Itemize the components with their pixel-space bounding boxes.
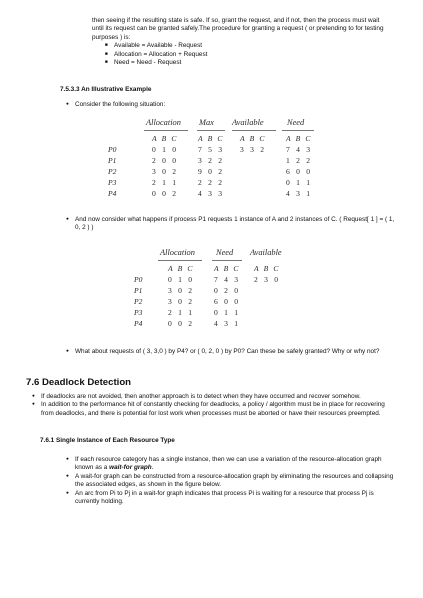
need-cell: 1 2 2 xyxy=(286,156,313,165)
list-item: ■ Allocation = Allocation + Request xyxy=(114,51,392,59)
banker-table-2 xyxy=(134,248,294,338)
header-rule xyxy=(144,130,188,131)
allocation-cell: 3 0 2 xyxy=(168,297,195,306)
bullet-list xyxy=(75,216,395,233)
allocation-cell: 3 0 2 xyxy=(152,167,179,176)
intro-paragraph xyxy=(92,17,392,67)
max-cell: 4 3 3 xyxy=(198,189,225,198)
header-rule xyxy=(197,130,225,131)
bullet-list xyxy=(75,456,395,506)
process-label: P2 xyxy=(134,297,143,306)
list-item: ● A wait-for graph can be constructed from a resource-allocation graph by eliminating the resources and collapsing the associated edges, as shown in the figure below. xyxy=(75,473,395,490)
max-cell: 2 2 2 xyxy=(198,178,225,187)
request-procedure-list xyxy=(114,42,392,67)
allocation-cell: 2 1 1 xyxy=(168,308,195,317)
list-item: ■ Need = Need - Request xyxy=(114,59,392,67)
available-cell: 2 3 0 xyxy=(254,275,281,284)
allocation-cell: 0 0 2 xyxy=(152,189,179,198)
column-subheader: A B C xyxy=(152,134,179,143)
header-rule xyxy=(212,260,242,261)
wait-for-graph-term: wait-for graph xyxy=(109,464,152,472)
need-cell: 6 0 0 xyxy=(286,167,313,176)
allocation-cell: 0 0 2 xyxy=(168,319,195,328)
column-subheader: A B C xyxy=(214,264,241,273)
table-header: Need xyxy=(216,248,234,257)
section-heading-761: 7.6.1 Single Instance of Each Resource Type xyxy=(40,437,175,444)
table-header: Need xyxy=(287,118,305,127)
banker-table-1 xyxy=(108,118,318,208)
max-cell: 3 2 2 xyxy=(198,156,225,165)
bullet-list xyxy=(75,348,395,356)
need-cell: 4 3 1 xyxy=(214,319,241,328)
allocation-cell: 3 0 2 xyxy=(168,286,195,295)
process-label: P1 xyxy=(134,286,143,295)
table-header: Available xyxy=(250,248,282,257)
process-label: P4 xyxy=(108,189,117,198)
need-cell: 7 4 3 xyxy=(214,275,241,284)
list-item: ● What about requests of ( 3, 3,0 ) by P4? or ( 0, 2, 0 ) by P0? Can these be safely granted? Why or why not? xyxy=(75,348,395,356)
list-item: ■ Available = Available - Request xyxy=(114,42,392,50)
intro-text: then seeing if the resulting state is safe. If so, grant the request, and if not, then the process must wait until its request can be granted safely.The procedure for granting a request ( or pretending to for testing purposes ) is: xyxy=(92,17,384,41)
section-heading-7533: 7.5.3.3 An Illustrative Example xyxy=(60,86,152,93)
max-cell: 7 5 3 xyxy=(198,145,225,154)
process-label: P0 xyxy=(134,275,143,284)
list-item-text: If each resource category has a single instance, then we can use a variation of the resource-allocation graph known as a xyxy=(75,456,382,472)
process-label: P4 xyxy=(134,319,143,328)
process-label: P3 xyxy=(134,308,143,317)
need-cell: 4 3 1 xyxy=(286,189,313,198)
table-header: Allocation xyxy=(160,248,195,257)
process-label: P2 xyxy=(108,167,117,176)
list-item: ● In addition to the performance hit of constantly checking for deadlocks, a policy / algorithm must be in place for recovering from deadlocks, and there is potential for lost work when processes must be aborted or have their resources preempted. xyxy=(41,401,399,418)
allocation-cell: 2 0 0 xyxy=(152,156,179,165)
allocation-cell: 0 1 0 xyxy=(168,275,195,284)
available-cell: 3 3 2 xyxy=(240,145,267,154)
section-heading-76: 7.6 Deadlock Detection xyxy=(26,377,132,388)
bullet-list xyxy=(75,101,165,109)
list-item: ● And now consider what happens if process P1 requests 1 instance of A and 2 instances of C. ( Request[ 1 ] = ( 1, 0, 2 ) ) xyxy=(75,216,395,233)
allocation-cell: 0 1 0 xyxy=(152,145,179,154)
header-rule xyxy=(232,130,276,131)
need-cell: 7 4 3 xyxy=(286,145,313,154)
header-rule xyxy=(158,260,202,261)
column-subheader: A B C xyxy=(254,264,281,273)
column-subheader: A B C xyxy=(240,134,267,143)
process-label: P3 xyxy=(108,178,117,187)
table-header: Available xyxy=(232,118,264,127)
column-subheader: A B C xyxy=(286,134,313,143)
list-item: ● Consider the following situation: xyxy=(75,101,165,109)
column-subheader: A B C xyxy=(198,134,225,143)
header-rule xyxy=(282,130,314,131)
need-cell: 0 1 1 xyxy=(214,308,241,317)
list-item: ● If deadlocks are not avoided, then another approach is to detect when they have occurred and recover somehow. xyxy=(41,393,399,401)
need-cell: 6 0 0 xyxy=(214,297,241,306)
column-subheader: A B C xyxy=(168,264,195,273)
table-header: Allocation xyxy=(146,118,181,127)
need-cell: 0 2 0 xyxy=(214,286,241,295)
bullet-list xyxy=(41,393,399,418)
list-item xyxy=(75,456,395,473)
max-cell: 9 0 2 xyxy=(198,167,225,176)
table-header: Max xyxy=(199,118,214,127)
need-cell: 0 1 1 xyxy=(286,178,313,187)
process-label: P0 xyxy=(108,145,117,154)
process-label: P1 xyxy=(108,156,117,165)
list-item-text: . xyxy=(151,464,154,472)
list-item: ● An arc from Pi to Pj in a wait-for graph indicates that process Pi is waiting for a resource that process Pj is currently holding. xyxy=(75,490,395,507)
allocation-cell: 2 1 1 xyxy=(152,178,179,187)
